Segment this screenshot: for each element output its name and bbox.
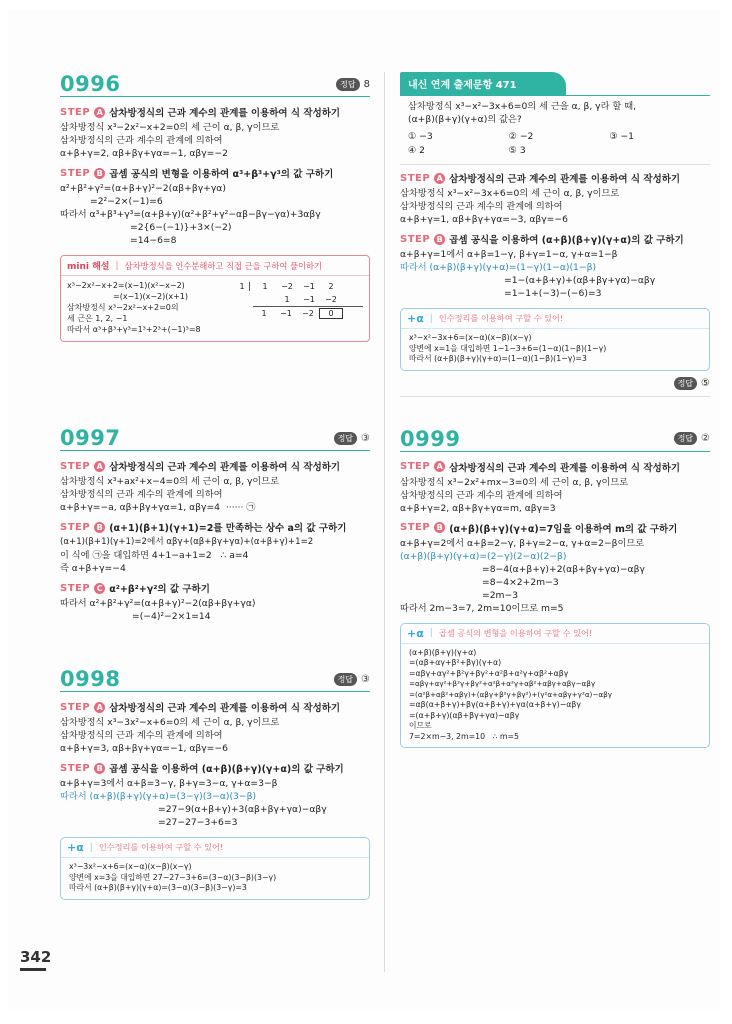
math-line: =(−4)²−2×1=14	[132, 611, 211, 622]
syn-row-2	[235, 293, 363, 306]
question-line: (α+β)(β+γ)(γ+α)의 값은?	[408, 114, 522, 125]
left-column	[60, 72, 370, 900]
divider-mark: |	[429, 628, 433, 638]
answer	[336, 78, 370, 91]
question-line: 삼차방정식 x³−x²−3x+6=0의 세 근을 α, β, γ라 할 때,	[408, 101, 636, 112]
related-header: 내신 연계 출제문항 471	[400, 72, 566, 95]
syn-cell: 1	[261, 309, 267, 318]
step-letter: A	[94, 107, 105, 118]
text-line: 삼차방정식의 근과 계수의 관계에 의하여	[400, 201, 563, 212]
plus-title: 인수정리를 이용하여 구할 수 있어!	[98, 842, 224, 852]
math-line: 따라서 α²+β²+γ²=(α+β+γ)²−2(αβ+βγ+γα)	[60, 598, 256, 609]
divider-mark: |	[115, 260, 119, 271]
syn-cell: 1	[284, 295, 290, 304]
text-line: 삼차방정식 x³−x²−3x+6=0의 세 근이 α, β, γ이므로	[400, 188, 620, 199]
problem-0996	[60, 72, 370, 342]
math-line: 따라서 α³+β³+γ³=(α+β+γ)(α²+β²+γ²−αβ−βγ−γα)+3αβγ	[60, 209, 321, 220]
step-a	[400, 171, 710, 185]
answer-tag: 정답	[334, 432, 357, 445]
math-line: =8−4(α+β+γ)+2(αβ+βγ+γα)−αβγ	[482, 563, 645, 575]
text-line: 삼차방정식의 근과 계수의 관계에 의하여	[60, 135, 223, 146]
problem-number: 0998	[60, 667, 121, 691]
math-line: α+β+γ=1에서 α+β=1−γ, β+γ=1−α, γ+α=1−β	[400, 249, 618, 260]
step-label: STEP	[60, 582, 91, 594]
step-b	[400, 232, 710, 246]
plus-body	[401, 644, 709, 748]
text-line: 삼차방정식 x³−2x²+mx−3=0의 세 근이 α, β, γ이므로	[400, 476, 629, 488]
problem-header	[400, 427, 710, 452]
syn-cell: −1	[303, 282, 315, 291]
math-line: =αβγ+αγ²+β²γ+βγ²+α²β+α²γ+αβ²+αβγ+αβγ−αβγ	[409, 679, 596, 688]
step-letter: C	[94, 583, 105, 594]
step-letter: B	[434, 234, 445, 245]
step-title: 삼차방정식의 근과 계수의 관계를 이용하여 식 작성하기	[109, 462, 341, 473]
answer-value: ②	[701, 433, 710, 444]
step-label: STEP	[400, 172, 431, 184]
text-line: α+β+γ=3, αβ+βγ+γα=−1, αβγ=−6	[60, 743, 228, 754]
math-line: =27−9(α+β+γ)+3(αβ+βγ+γα)−αβγ	[158, 804, 327, 815]
text-line: 삼차방정식 x³−2x²−x+2=0의	[67, 303, 179, 312]
step-title: 삼차방정식의 근과 계수의 관계를 이용하여 식 작성하기	[449, 462, 681, 474]
problem-number: 0999	[400, 426, 461, 451]
answer-value: 8	[363, 78, 370, 90]
plus-tag: +α	[407, 626, 424, 640]
math-line: =2{6−(−1)}+3×(−2)	[130, 222, 232, 233]
step-c	[60, 581, 370, 595]
step-a	[60, 105, 370, 119]
plus-alpha-box	[400, 308, 710, 371]
answer-tag: 정답	[674, 432, 697, 445]
problem-0999	[400, 427, 710, 749]
step-label: STEP	[400, 522, 431, 533]
math-line: 따라서 (α+β)(β+γ)(γ+α)=(3−γ)(3−α)(3−β)	[60, 791, 257, 802]
plus-header	[401, 624, 709, 644]
choice[interactable]: ③ −1	[609, 131, 635, 142]
page-number-underline	[20, 968, 46, 971]
mini-title: 삼차방정식을 인수분해하고 직접 근을 구하여 풀이하기	[124, 260, 323, 271]
choice[interactable]: ⑤ 3	[508, 145, 526, 156]
math-line: =(α+β+γ)(αβ+βγ+γα)−αβγ	[409, 710, 520, 720]
problem-header	[60, 72, 370, 97]
math-line: 이 식에 ㉠을 대입하면 4+1−a+1=2 ∴ a=4	[60, 550, 249, 561]
problem-header	[60, 426, 370, 451]
step-b	[60, 166, 370, 180]
math-line: =1−(α+β+γ)+(αβ+βγ+γα)−αβγ	[504, 275, 656, 286]
step-letter: B	[94, 168, 105, 179]
syn-cell: −2	[302, 309, 314, 318]
syn-cell: −1	[303, 295, 315, 304]
problem-0998	[60, 667, 370, 900]
text-line: 삼차방정식의 근과 계수의 관계에 의하여	[400, 489, 563, 501]
text-line: 삼차방정식 x³−3x²−x+6=0의 세 근이 α, β, γ이므로	[60, 717, 280, 728]
mini-tag: mini 해설	[67, 262, 110, 272]
mini-header	[61, 256, 369, 276]
step-letter: A	[434, 173, 445, 184]
math-line: α+β+γ=3에서 α+β=3−γ, β+γ=3−α, γ+α=3−β	[60, 778, 278, 789]
syn-row-3	[235, 307, 363, 320]
text-line: α+β+γ=2, αβ+βγ+γα=m, αβγ=3	[400, 502, 556, 514]
mini-text	[67, 280, 229, 335]
answer-value: ③	[361, 673, 370, 685]
choice-list	[400, 130, 710, 158]
divider-mark: |	[429, 313, 433, 324]
math-line: 따라서 (α+β)(β+γ)(γ+α)=(1−γ)(1−α)(1−β)	[400, 262, 597, 273]
math-line: =27−27−3+6=3	[158, 817, 238, 828]
step-b	[400, 521, 710, 535]
problem-number: 0996	[60, 72, 121, 96]
problem-header	[60, 667, 370, 692]
choice[interactable]: ④ 2	[408, 145, 426, 156]
answer	[674, 432, 710, 445]
syn-cell: 2	[328, 282, 334, 291]
step-title: (α+β)(β+γ)(γ+α)=7임을 이용하여 m의 값 구하기	[449, 523, 678, 535]
math-line: 양변에 x=1을 대입하면 1−1−3+6=(1−α)(1−β)(1−γ)	[409, 343, 607, 353]
step-b	[60, 761, 370, 775]
plus-title: 곱셈 공식의 변형을 이용하여 구할 수 있어!	[438, 627, 593, 638]
math-line: x³−x²−3x+6=(x−α)(x−β)(x−γ)	[409, 333, 532, 342]
problem-number: 0997	[60, 426, 121, 450]
math-line: =2²−2×(−1)=6	[90, 196, 163, 207]
step-label: STEP	[60, 460, 91, 472]
math-line: =8−4×2+2m−3	[482, 576, 559, 588]
step-letter: A	[94, 461, 105, 472]
step-label: STEP	[400, 233, 431, 245]
math-line: α+β+γ=2에서 α+β=2−γ, β+γ=2−α, γ+α=2−β이므로	[400, 537, 645, 549]
plus-alpha-box	[400, 623, 710, 749]
text-line: 삼차방정식 x³−2x²−x+2=0의 세 근이 α, β, γ이므로	[60, 122, 280, 133]
step-label: STEP	[60, 167, 91, 179]
synthetic-division	[235, 280, 363, 335]
step-label: STEP	[60, 521, 91, 533]
right-column	[400, 72, 710, 748]
math-line: =αβ(α+β+γ)+βγ(α+β+γ)+γα(α+β+γ)−αβγ	[409, 700, 581, 709]
answer-value: ⑤	[701, 377, 710, 389]
step-b	[60, 520, 370, 534]
choice[interactable]: ② −2	[508, 131, 534, 142]
plus-body	[61, 858, 369, 899]
syn-cell: −1	[280, 309, 292, 318]
step-label: STEP	[60, 762, 91, 774]
step-letter: A	[94, 702, 105, 713]
syn-divisor: 1	[235, 282, 250, 291]
math-line: =14−6=8	[130, 235, 177, 246]
column-divider	[384, 72, 385, 972]
math-line: =(α²β+αβ²+αβγ)+(αβγ+β²γ+βγ²)+(γ²α+αβγ+γ²α)−αβγ	[409, 689, 612, 699]
answer-value: ③	[361, 432, 370, 444]
text-line: 삼차방정식의 근과 계수의 관계에 의하여	[60, 489, 223, 500]
math-line: (α+β)(β+γ)(γ+α)=(2−γ)(2−α)(2−β)	[400, 550, 567, 562]
math-line: 7=2×m−3, 2m=10 ∴ m=5	[409, 731, 520, 741]
plus-header	[61, 838, 369, 858]
plus-body	[401, 329, 709, 370]
step-title: (α+1)(β+1)(γ+1)=2를 만족하는 상수 a의 값 구하기	[109, 523, 347, 534]
step-letter: B	[94, 522, 105, 533]
math-line: α²+β²+γ²=(α+β+γ)²−2(αβ+βγ+γα)	[60, 183, 226, 194]
math-line: x³−2x²−x+2=(x−1)(x²−x−2)	[67, 281, 185, 290]
step-label: STEP	[60, 106, 91, 118]
math-line: =2m−3	[482, 589, 519, 601]
related-problem-471	[400, 72, 710, 397]
text-line: α+β+γ=1, αβ+βγ+γα=−3, αβγ=−6	[400, 214, 568, 225]
math-line: x³−3x²−x+6=(x−α)(x−β)(x−γ)	[69, 862, 192, 871]
step-title: 곱셈 공식을 이용하여 (α+β)(β+γ)(γ+α)의 값 구하기	[109, 764, 344, 775]
text-line: 이므로	[409, 721, 432, 730]
step-a	[60, 459, 370, 473]
step-letter: B	[94, 763, 105, 774]
math-line: =(αβ+αγ+β²+βγ)(γ+α)	[409, 658, 502, 667]
divider-mark: |	[89, 842, 93, 853]
text-line: 삼차방정식의 근과 계수의 관계에 의하여	[60, 730, 223, 741]
syn-cell: 1	[262, 282, 268, 291]
text-line: 삼차방정식 x³+ax²+x−4=0의 세 근이 α, β, γ이므로	[60, 476, 280, 487]
separator	[400, 164, 710, 165]
math-line: 따라서 2m−3=7, 2m=10이므로 m=5	[400, 602, 564, 614]
math-line: 즉 α+β+γ=−4	[60, 563, 126, 574]
math-line: (α+β)(β+γ)(γ+α)	[409, 647, 477, 657]
step-label: STEP	[400, 461, 431, 472]
answer-tag: 정답	[334, 673, 357, 686]
step-title: 곱셈 공식을 이용하여 (α+β)(β+γ)(γ+α)의 값 구하기	[449, 235, 684, 246]
step-title: 삼차방정식의 근과 계수의 관계를 이용하여 식 작성하기	[109, 108, 341, 119]
page-number: 342	[20, 948, 52, 966]
step-label: STEP	[60, 701, 91, 713]
syn-row-1	[235, 280, 363, 293]
page	[8, 10, 720, 1010]
answer	[334, 673, 370, 686]
text-line: 따라서 α³+β³+γ³=1³+2³+(−1)³=8	[67, 325, 201, 334]
mini-body	[61, 276, 369, 335]
plus-alpha-box	[60, 837, 370, 900]
text-line: 세 근은 1, 2, −1	[67, 314, 128, 323]
answer-tag: 정답	[336, 78, 359, 91]
problem-0997	[60, 426, 370, 623]
math-line: (α+1)(β+1)(γ+1)=2에서 αβγ+(αβ+βγ+γα)+(α+β+γ)+1=2	[60, 537, 314, 547]
plus-title: 인수정리를 이용하여 구할 수 있어!	[438, 313, 564, 323]
answer-tag: 정답	[674, 377, 697, 390]
step-title: α²+β²+γ²의 값 구하기	[109, 584, 210, 595]
mini-solution-box	[60, 255, 370, 342]
math-line: =αβγ+αγ²+β²γ+βγ²+α²β+α²γ+αβ²+αβγ	[409, 668, 569, 678]
step-title: 삼차방정식의 근과 계수의 관계를 이용하여 식 작성하기	[109, 703, 341, 714]
step-title: 곱셈 공식의 변형을 이용하여 α³+β³+γ³의 값 구하기	[109, 169, 334, 180]
math-line: 따라서 (α+β)(β+γ)(γ+α)=(1−α)(1−β)(1−γ)=3	[409, 354, 587, 363]
step-letter: B	[434, 522, 445, 533]
final-answer	[400, 377, 710, 390]
step-title: 삼차방정식의 근과 계수의 관계를 이용하여 식 작성하기	[449, 174, 681, 185]
syn-remainder: 0	[319, 308, 343, 319]
text-line: α+β+γ=−a, αβ+βγ+γα=1, αβγ=4 ······ ㉠	[60, 502, 256, 513]
syn-cell: −2	[325, 295, 337, 304]
math-line: 양변에 x=3을 대입하면 27−27−3+6=(3−α)(3−β)(3−γ)	[69, 872, 277, 882]
step-a	[400, 460, 710, 474]
math-line: =1−1+(−3)−(−6)=3	[504, 288, 602, 299]
choice[interactable]: ① −3	[408, 131, 433, 142]
math-line: =(x−1)(x−2)(x+1)	[113, 292, 189, 301]
plus-tag: +α	[67, 841, 84, 854]
related-body	[400, 95, 710, 158]
plus-header	[401, 309, 709, 329]
math-line: 따라서 (α+β)(β+γ)(γ+α)=(3−α)(3−β)(3−γ)=3	[69, 883, 247, 892]
answer	[334, 432, 370, 445]
text-line: α+β+γ=2, αβ+βγ+γα=−1, αβγ=−2	[60, 148, 228, 159]
separator	[400, 396, 710, 397]
step-a	[60, 700, 370, 714]
plus-tag: +α	[407, 312, 424, 325]
step-letter: A	[434, 461, 445, 472]
syn-cell: −2	[281, 282, 293, 291]
